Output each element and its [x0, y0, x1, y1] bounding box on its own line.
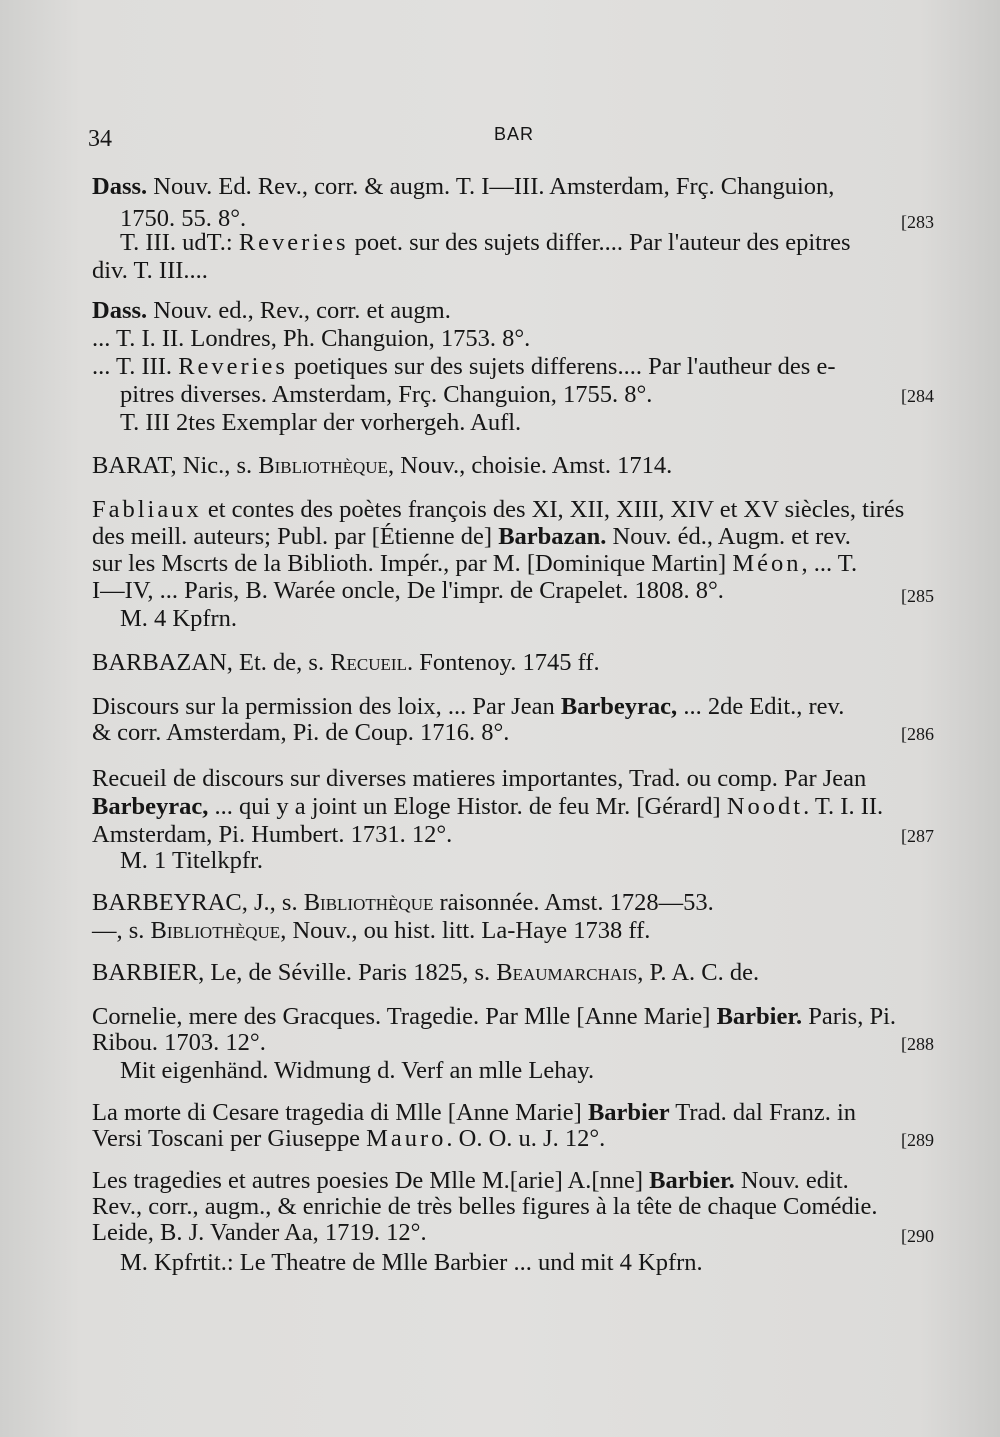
- page-number: 34: [88, 126, 112, 152]
- entry-line: [92, 495, 904, 525]
- entry-text: des meill. auteurs; Publ. par [Étienne de]: [92, 523, 499, 550]
- entry-text: Barbier.: [649, 1167, 735, 1194]
- entry-text: ... T. III.: [92, 353, 179, 380]
- entry-text: La morte di Cesare tragedia di Mlle [Anne Marie]: [92, 1099, 588, 1126]
- entry-reference-number: [290: [901, 1226, 934, 1246]
- entry-text: ... qui y a joint un Eloge Histor. de feu Mr. [Gérard]: [208, 793, 727, 820]
- entry-text: , ... T.: [801, 550, 858, 577]
- entry-text: Trad. dal Franz. in: [669, 1099, 857, 1126]
- entry-text: Fabliaux: [92, 496, 202, 523]
- entry-text: . Fontenoy. 1745 ff.: [406, 649, 600, 676]
- entry-text: , Nouv., choisie. Amst. 1714.: [387, 452, 673, 479]
- entry-text: M. 1 Titelkpfr.: [120, 847, 263, 874]
- entry-text: M. 4 Kpfrn.: [120, 605, 238, 632]
- entry-line: [92, 1124, 605, 1154]
- entry-text: Leide, B. J. Vander Aa, 1719. 12°.: [92, 1219, 427, 1246]
- entry-text: Nouv. Ed. Rev., corr. & augm. T. I—III. Amsterdam, Frç. Changuion,: [147, 173, 835, 200]
- entry-line: [92, 718, 509, 748]
- entry-reference-number: [283: [901, 212, 934, 232]
- entry-text: M. Kpfrtit.: Le Theatre de Mlle Barbier ... und mit 4 Kpfrn.: [120, 1249, 703, 1276]
- entry-line: [92, 576, 724, 606]
- entry-text: Mauro: [366, 1125, 447, 1152]
- entry-text: pitres diverses. Amsterdam, Frç. Changuion, 1755. 8°.: [120, 381, 653, 408]
- entry-text: Reveries: [178, 353, 288, 380]
- entry-line: [92, 549, 857, 579]
- entry-text: raisonnée. Amst. 1728—53.: [433, 889, 714, 916]
- entry-text: Paris, Pi.: [802, 1003, 897, 1030]
- entry-text: BARBAZAN, Et. de, s.: [92, 649, 331, 676]
- entry-text: Méon: [732, 550, 802, 577]
- entry-text: Barbeyrac,: [560, 693, 678, 720]
- entry-line: [92, 792, 883, 822]
- entry-text: Barbazan.: [498, 523, 607, 550]
- entry-reference-number: [286: [901, 724, 934, 744]
- entry-text: poetiques sur des sujets differens.... Par l'autheur des e-: [287, 353, 836, 380]
- entry-text: . T. I. II.: [803, 793, 884, 820]
- entry-text: Recueil de discours sur diverses matieres importantes, Trad. ou comp. Par Jean: [92, 765, 867, 792]
- entry-text: Noodt: [726, 793, 804, 820]
- entry-reference-number: [289: [901, 1130, 934, 1150]
- entry-text: & corr. Amsterdam, Pi. de Coup. 1716. 8°.: [92, 719, 510, 746]
- running-head: BAR: [494, 124, 535, 144]
- entry-text: I—IV, ... Paris, B. Warée oncle, De l'impr. de Crapelet. 1808. 8°.: [92, 577, 724, 604]
- entry-text: sur les Mscrts de la Biblioth. Impér., par M. [Dominique Martin]: [92, 550, 733, 577]
- entry-text: Reveries: [238, 229, 349, 256]
- entry-text: . O. O. u. J. 12°.: [446, 1125, 606, 1152]
- entry-line: [92, 172, 834, 202]
- entry-text: poet. sur des sujets differ.... Par l'auteur des epitres: [348, 229, 851, 256]
- entry-reference-number: [285: [901, 586, 934, 606]
- entry-line: [92, 648, 600, 678]
- entry-line: [120, 604, 237, 634]
- entry-text: BARAT, Nic., s.: [92, 452, 259, 479]
- entry-line: [120, 408, 521, 438]
- entry-reference-number: [284: [901, 386, 934, 406]
- entry-text: Les tragedies et autres poesies De Mlle M.[arie] A.[nne]: [92, 1167, 650, 1194]
- entry-line: [92, 1218, 427, 1248]
- entry-text: div. T. III....: [92, 257, 208, 284]
- entry-text: —, s.: [92, 917, 151, 944]
- entry-text: Bibliothèque: [150, 917, 281, 944]
- entry-text: ... T. I. II. Londres, Ph. Changuion, 1753. 8°.: [92, 325, 531, 352]
- entry-line: [92, 522, 851, 552]
- entry-line: [120, 1248, 703, 1278]
- entry-text: Versi Toscani per Giuseppe: [92, 1125, 367, 1152]
- entry-reference-number: [288: [901, 1034, 934, 1054]
- entry-text: Barbeyrac,: [92, 793, 209, 820]
- entry-text: , P. A. C. de.: [637, 959, 760, 986]
- entry-text: T. III 2tes Exemplar der vorhergeh. Aufl.: [120, 409, 522, 436]
- entry-line: [92, 764, 866, 794]
- entry-line: [92, 256, 208, 286]
- entry-text: Dass.: [92, 173, 148, 200]
- entry-line: [92, 324, 530, 354]
- entry-text: ... 2de Edit., rev.: [677, 693, 845, 720]
- entry-text: Nouv. edit.: [734, 1167, 849, 1194]
- entry-text: BARBEYRAC, J., s.: [92, 889, 304, 916]
- entry-text: 1750. 55. 8°.: [120, 205, 247, 232]
- entry-line: [120, 846, 263, 876]
- entry-line: [120, 228, 851, 258]
- entry-text: Bibliothèque: [258, 452, 388, 479]
- entry-text: Cornelie, mere des Gracques. Tragedie. Par Mlle [Anne Marie]: [92, 1003, 717, 1030]
- entry-line: [92, 916, 650, 946]
- entry-text: Nouv. éd., Augm. et rev.: [606, 523, 851, 550]
- entry-text: Dass.: [92, 297, 148, 324]
- entry-text: Barbier: [587, 1099, 670, 1126]
- entry-line: [92, 1028, 266, 1058]
- entry-text: T. III. udT.:: [120, 229, 239, 256]
- entry-text: et contes des poètes françois des XI, XII, XIII, XIV et XV siècles, tirés: [201, 496, 905, 523]
- entry-text: Bibliothèque: [303, 889, 434, 916]
- entry-line: [92, 451, 672, 481]
- entry-text: Barbier.: [716, 1003, 803, 1030]
- entry-text: Mit eigenhänd. Widmung d. Verf an mlle Lehay.: [120, 1057, 595, 1084]
- entry-text: Recueil: [330, 649, 407, 676]
- entry-text: Rev., corr., augm., & enrichie de très belles figures à la tête de chaque Comédie.: [92, 1193, 878, 1220]
- entry-text: Ribou. 1703. 12°.: [92, 1029, 266, 1056]
- entry-text: Beaumarchais: [496, 959, 638, 986]
- entry-text: , Nouv., ou hist. litt. La-Haye 1738 ff.: [280, 917, 651, 944]
- entry-line: [120, 1056, 594, 1086]
- entry-line: [92, 296, 451, 326]
- entry-text: Nouv. ed., Rev., corr. et augm.: [147, 297, 451, 324]
- entry-reference-number: [287: [901, 826, 934, 846]
- entry-text: Amsterdam, Pi. Humbert. 1731. 12°.: [92, 821, 453, 848]
- entry-line: [92, 352, 836, 382]
- entry-line: [92, 958, 759, 988]
- entry-line: [92, 888, 714, 918]
- entry-line: [120, 380, 652, 410]
- entry-text: BARBIER, Le, de Séville. Paris 1825, s.: [92, 959, 497, 986]
- entry-text: Discours sur la permission des loix, ... Par Jean: [92, 693, 561, 720]
